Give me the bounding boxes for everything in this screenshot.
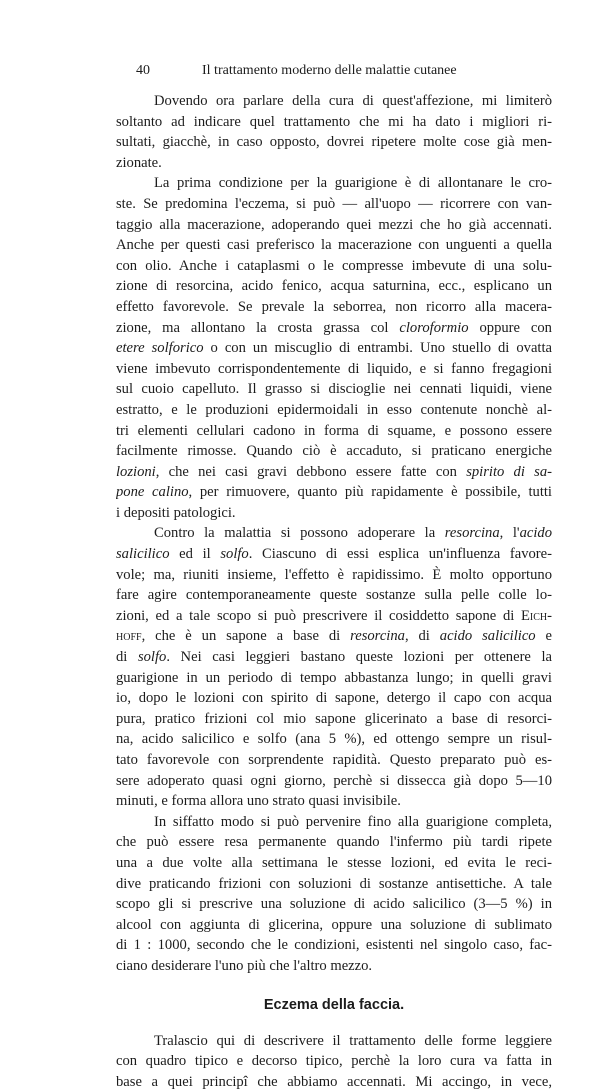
- text-line: tri elementi cellulari cadono in forma di squame, e possono essere: [116, 422, 552, 439]
- text-line: vole; ma, riuniti insieme, l'effetto è rapidissimo. È molto opportuno: [116, 566, 552, 583]
- page-number: 40: [136, 63, 150, 78]
- text-line: La prima condizione per la guarigione è di allontanare le cro-: [154, 175, 552, 192]
- text-line: na, acido salicilico e solfo (ana 5 %), ed ottengo sempre un risul-: [116, 731, 552, 748]
- text-line: Dovendo ora parlare della cura di quest'affezione, mi limiterò: [154, 93, 552, 109]
- text-line: di solfo. Nei casi leggieri bastano queste lozioni per ottenere la: [116, 649, 552, 666]
- text-line: Tralascio qui di descrivere il trattamento delle forme leggiere: [154, 1032, 552, 1049]
- text-line: lozioni, che nei casi gravi debbono essere fatte con spirito di sa-: [116, 463, 552, 480]
- text-line: minuti, e forma allora uno strato quasi invisibile.: [116, 793, 401, 810]
- text-line: In siffatto modo si può pervenire fino alla guarigione completa,: [154, 813, 552, 830]
- text-line: sul cuoio capelluto. Il grasso si discioglie nei cennati liquidi, viene: [116, 381, 552, 398]
- text-line: ciano desiderare l'uno più che l'altro mezzo.: [116, 957, 373, 974]
- body-text: [116, 91, 552, 1092]
- section-heading: Eczema della faccia.: [263, 996, 405, 1013]
- text-line: guarigione in un periodo di tempo abbastanza lungo; in quelli gravi: [116, 669, 552, 686]
- text-line: sere adoperato quasi ogni giorno, perchè si dissecca già dopo 5—10: [116, 772, 552, 789]
- text-line: con quadro tipico e decorso tipico, perchè la loro cura va fatta in: [116, 1053, 552, 1070]
- text-line: che può essere resa permanente quando l'infermo più tardi ripete: [116, 834, 552, 851]
- text-line: zioni, ed a tale scopo si può prescrivere il cosiddetto sapone di Eich-: [116, 607, 552, 624]
- text-line: salicilico ed il solfo. Ciascuno di essi esplica un'influenza favore-: [116, 546, 552, 563]
- text-line: estratto, e le produzioni epidermoidali in esso contenute nonchè al-: [116, 401, 552, 418]
- running-title: Il trattamento moderno delle malattie cutanee: [202, 63, 457, 78]
- text-line: soltanto ad indicare quel trattamento che mi ha dato i migliori ri-: [116, 113, 552, 130]
- text-line: etere solforico o con un miscuglio di entrambi. Uno stuello di ovatta: [116, 340, 552, 357]
- text-line: tato favorevole con sorprendente rapidità. Questo preparato può es-: [116, 752, 552, 768]
- text-line: io, dopo le lozioni con spirito di sapone, detergo il capo con acqua: [116, 690, 552, 707]
- text-line: una a due volte alla settimana le stesse lozioni, ed evita le reci-: [116, 854, 552, 871]
- text-line: scopo gli si prescrive una soluzione di acido salicilico (3—5 %) in: [116, 896, 552, 913]
- text-line: alcool con aggiunta di glicerina, oppure una soluzione di sublimato: [116, 916, 552, 933]
- text-line: viene imbevuto corrispondentemente di liquido, e si fanno fregagioni: [116, 360, 552, 377]
- text-line: Contro la malattia si possono adoperare la resorcina, l'acido: [154, 525, 552, 542]
- text-line: dive praticando frizioni con soluzioni di sostanze antisettiche. A tale: [116, 875, 552, 892]
- text-line: ste. Se predomina l'eczema, si può — all'uopo — ricorrere con van-: [116, 195, 552, 212]
- text-line: sultati, giacchè, in caso opposto, dovrei ripetere molte cose già men-: [116, 134, 552, 151]
- text-line: di 1 : 1000, secondo che le condizioni, esistenti nel singolo caso, fac-: [116, 937, 552, 954]
- text-line: taggio alla macerazione, adoperando quei mezzi che ho già accennati.: [116, 216, 552, 233]
- text-line: fare agire contemporaneamente queste sostanze sulla pelle colle lo-: [116, 587, 552, 604]
- text-line: base a quei principî che abbiamo accennati. Mi accingo, in vece,: [116, 1073, 552, 1090]
- text-line: con olio. Anche i cataplasmi o le compresse imbevute di una solu-: [116, 257, 552, 274]
- text-line: effetto favorevole. Se prevale la seborrea, non ricorro alla macera-: [116, 298, 552, 315]
- text-line: Anche per questi casi preferisco la macerazione con unguenti a quella: [116, 237, 552, 254]
- text-line: zione di resorcina, acido fenico, acqua saturnina, ecc., esplicano un: [116, 278, 552, 295]
- text-line: pone calino, per rimuovere, quanto più rapidamente è possibile, tutti: [116, 484, 552, 501]
- text-line: pura, pratico frizioni col mio sapone glicerinato a base di resorci-: [116, 710, 552, 727]
- text-line: hoff, che è un sapone a base di resorcina, di acido salicilico e: [116, 628, 552, 645]
- text-line: facilmente rimosse. Quando ciò è accaduto, si praticano energiche: [116, 443, 552, 460]
- text-line: i depositi patologici.: [116, 504, 236, 521]
- text-line: zionate.: [116, 154, 162, 171]
- text-line: zione, ma allontano la crosta grassa col cloroformio oppure con: [116, 319, 552, 336]
